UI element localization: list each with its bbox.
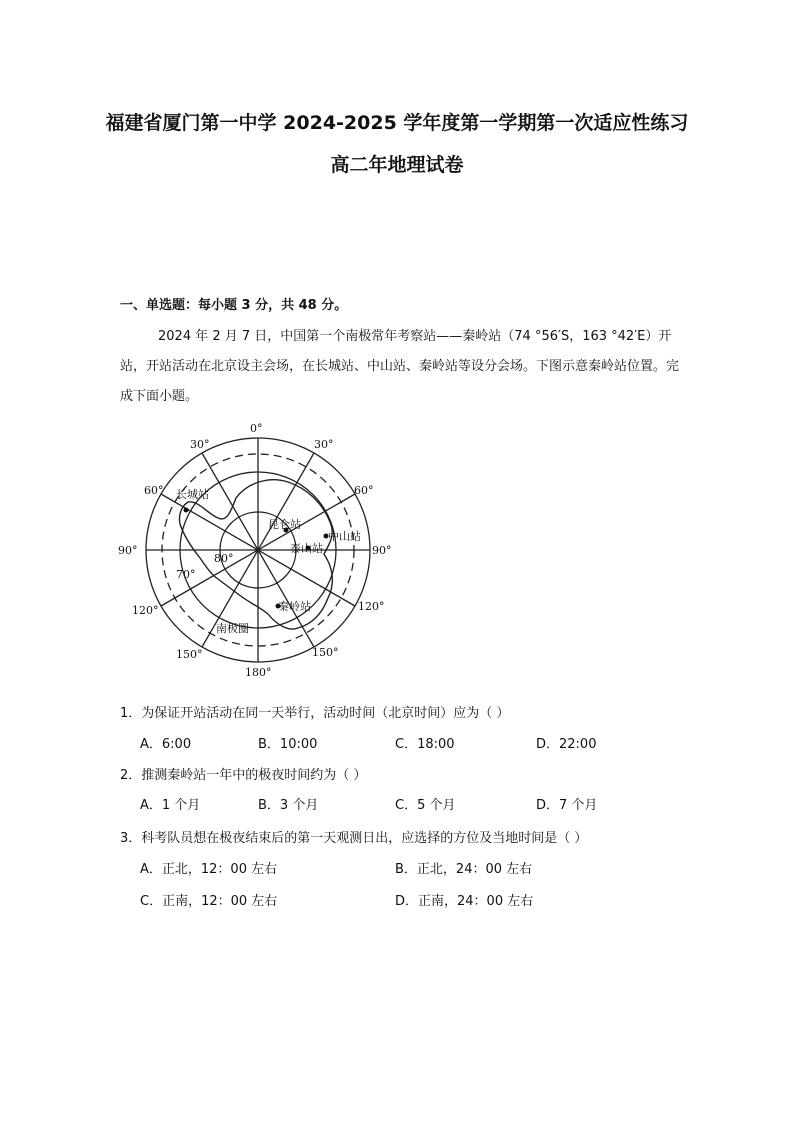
label-zhongshan-station: 中山站 — [328, 530, 361, 543]
q1-option-a: A．6:00 — [140, 737, 192, 752]
lon-label-30-east: 30° — [314, 438, 334, 451]
question-2-stem: 2．推测秦岭站一年中的极夜时间约为（ ） — [120, 768, 367, 783]
lon-label-30-west: 30° — [190, 438, 210, 451]
question-1-stem: 1．为保证开站活动在同一天举行，活动时间（北京时间）应为（ ） — [120, 706, 510, 721]
label-qinling-station: 秦岭站 — [278, 600, 311, 613]
question-3-stem: 3．科考队员想在极夜结束后的第一天观测日出，应选择的方位及当地时间是（ ） — [120, 831, 588, 846]
lon-label-90-east: 90° — [372, 544, 392, 557]
lon-label-150-east: 150° — [312, 646, 339, 659]
section-heading: 一、单选题：每小题 3 分，共 48 分。 — [120, 298, 348, 313]
lon-label-60-west: 60° — [144, 484, 164, 497]
q2-option-c: C．5 个月 — [395, 798, 456, 813]
q1-option-d: D．22:00 — [536, 737, 597, 752]
q2-option-b: B．3 个月 — [258, 798, 319, 813]
lat-label-70: 70° — [176, 568, 196, 581]
title-line-1: 福建省厦门第一中学 2024-2025 学年度第一学期第一次适应性练习 — [105, 112, 689, 134]
lon-label-0: 0° — [250, 422, 263, 435]
lon-label-60-east: 60° — [354, 484, 374, 497]
lon-label-120-east: 120° — [358, 600, 385, 613]
antarctic-map — [118, 418, 408, 682]
lon-label-180: 180° — [245, 666, 272, 679]
label-antarctic-circle: 南极圈 — [216, 622, 249, 635]
label-taishan-station: 泰山站 — [290, 542, 323, 555]
lon-label-150-west: 150° — [176, 648, 203, 661]
q2-option-a: A．1 个月 — [140, 798, 201, 813]
lon-label-90-west: 90° — [118, 544, 138, 557]
label-changcheng-station: 长城站 — [176, 488, 209, 501]
label-kunlun-station: 昆仑站 — [268, 518, 301, 531]
title-line-2: 高二年地理试卷 — [330, 154, 464, 176]
lat-label-80: 80° — [214, 552, 234, 565]
q3-option-d: D．正南，24：00 左右 — [395, 894, 534, 909]
q1-option-b: B．10:00 — [258, 737, 318, 752]
antarctic-map-svg — [118, 418, 408, 682]
q3-option-c: C．正南，12：00 左右 — [140, 894, 278, 909]
q3-option-a: A．正北，12：00 左右 — [140, 862, 278, 877]
lon-label-120-west: 120° — [132, 604, 159, 617]
intro-paragraph: 2024 年 2 月 7 日，中国第一个南极常年考察站——秦岭站（74 °56′S，163 °42′E）开站，开站活动在北京设主会场，在长城站、中山站、秦岭站等设分会场。下图示意秦岭站位置。完成下面小题。 — [120, 329, 680, 404]
q3-option-b: B．正北，24：00 左右 — [395, 862, 533, 877]
q1-option-c: C．18:00 — [395, 737, 455, 752]
changcheng-station-dot — [184, 508, 189, 513]
q2-option-d: D．7 个月 — [536, 798, 598, 813]
